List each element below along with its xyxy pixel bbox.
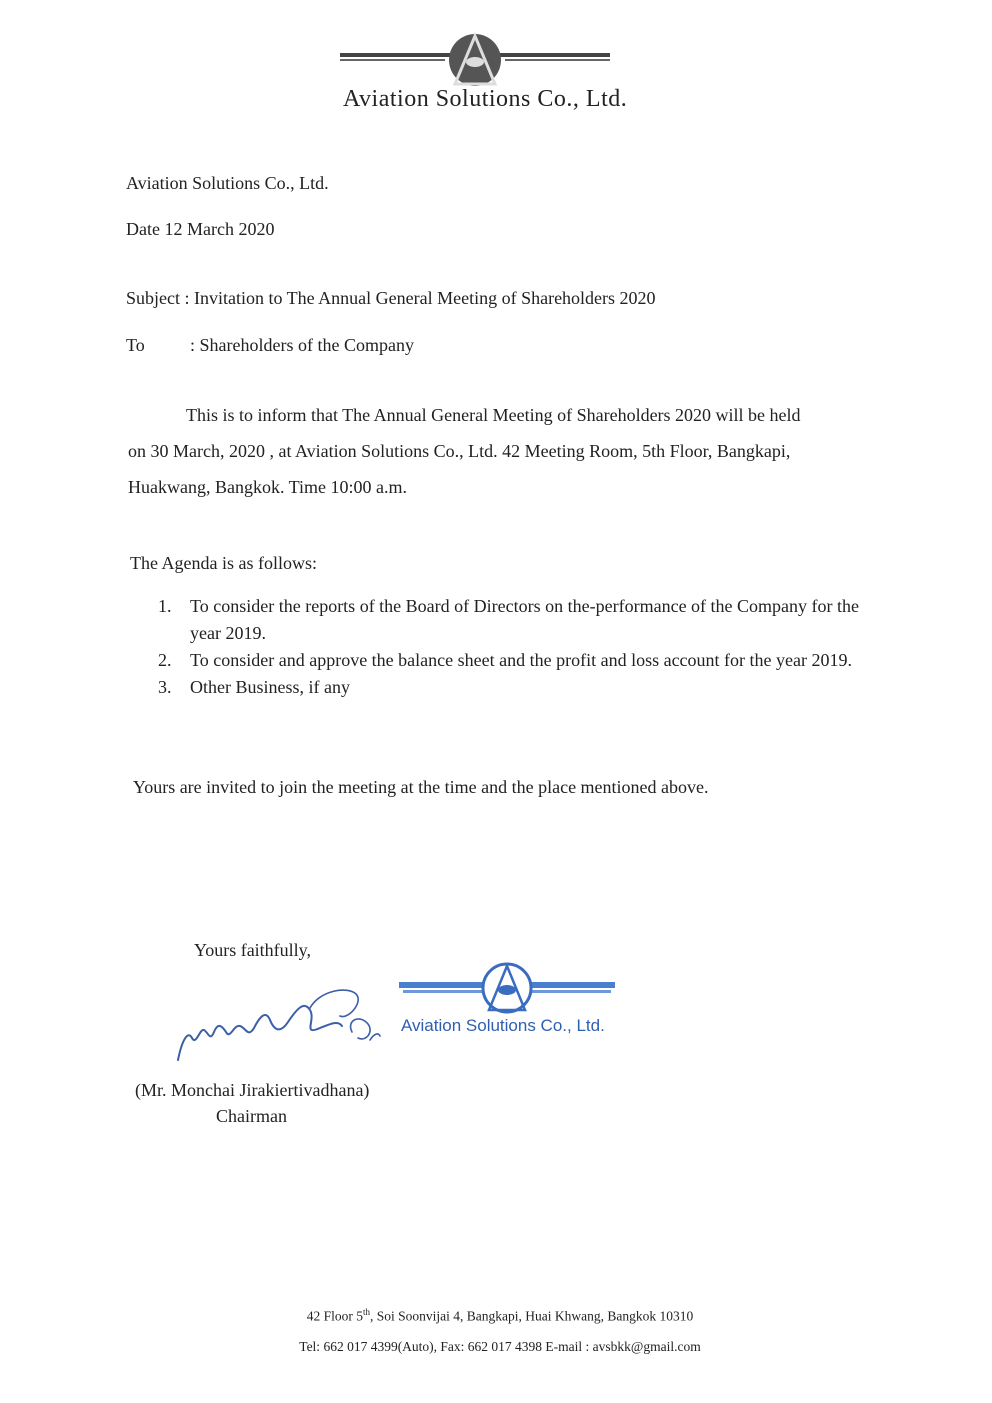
agenda-item — [158, 647, 888, 674]
body-line: Huakwang, Bangkok. Time 10:00 a.m. — [128, 477, 407, 497]
letter-subject: Subject : Invitation to The Annual General Meeting of Shareholders 2020 — [126, 288, 656, 308]
agenda-number: 2. — [158, 650, 172, 670]
agenda-number: 3. — [158, 677, 172, 697]
company-stamp — [395, 960, 620, 1045]
agenda-text: Other Business, if any — [190, 677, 350, 697]
stamp-airplane-icon — [395, 960, 620, 1015]
footer-contact: Tel: 662 017 4399(Auto), Fax: 662 017 4398 E-mail : avsbkk@gmail.com — [299, 1339, 701, 1354]
signature-icon — [170, 980, 405, 1065]
closing-text: Yours faithfully, — [194, 940, 312, 960]
agenda-text: To consider and approve the balance sheet and the profit and loss account for the year 2019. — [190, 650, 853, 670]
agenda-item — [158, 593, 888, 647]
agenda-number: 1. — [158, 596, 172, 616]
agenda-list — [158, 593, 888, 701]
signature — [170, 980, 405, 1065]
invitation-text: Yours are invited to join the meeting at the time and the place mentioned above. — [133, 777, 709, 797]
logo-company-name: Aviation Solutions Co., Ltd. — [343, 86, 628, 112]
agenda-text: To consider the reports of the Board of Directors on the-performance of the Company for the year 2019. — [190, 596, 860, 643]
signatory-name: (Mr. Monchai Jirakiertivadhana) — [135, 1080, 370, 1100]
address-prefix: 42 Floor 5 — [306, 1308, 363, 1324]
signatory-title: Chairman — [216, 1106, 287, 1126]
address-superscript: th — [363, 1307, 371, 1317]
recipient-value: : Shareholders of the Company — [190, 335, 414, 355]
agenda-item — [158, 674, 888, 701]
company-logo — [335, 26, 628, 126]
body-line: on 30 March, 2020 , at Aviation Solutions Co., Ltd. 42 Meeting Room, 5th Floor, Bangkapi, — [128, 441, 791, 461]
stamp-company-name: Aviation Solutions Co., Ltd. — [401, 1016, 605, 1035]
body-paragraph — [128, 397, 888, 505]
body-line: This is to inform that The Annual General Meeting of Shareholders 2020 will be held — [186, 405, 801, 425]
recipient-label: To — [126, 335, 145, 355]
sender-name: Aviation Solutions Co., Ltd. — [126, 173, 329, 193]
address-rest: , Soi Soonvijai 4, Bangkapi, Huai Khwang, Bangkok 10310 — [370, 1308, 694, 1324]
letter-date: Date 12 March 2020 — [126, 219, 275, 239]
footer-address — [200, 1307, 800, 1325]
airplane-logo-icon — [335, 26, 615, 88]
agenda-intro: The Agenda is as follows: — [130, 553, 317, 573]
